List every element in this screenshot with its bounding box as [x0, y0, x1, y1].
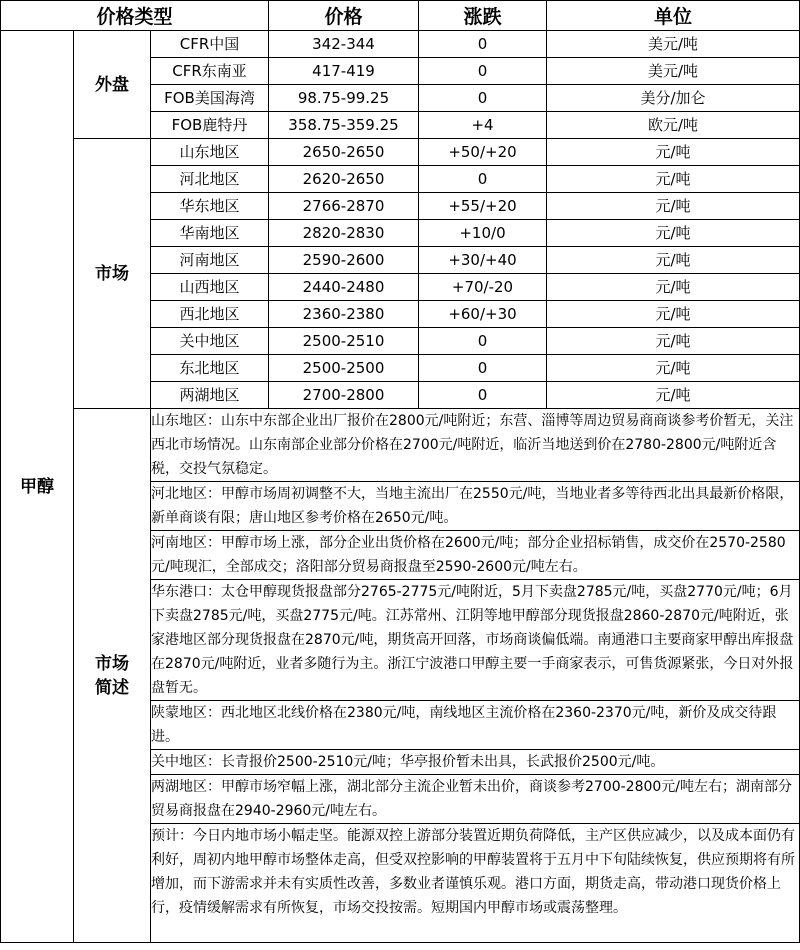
row-price: 2440-2480	[269, 274, 419, 301]
row-region: 华东地区	[151, 193, 269, 220]
row-unit: 元/吨	[547, 193, 800, 220]
group-summary-line1: 市场	[95, 653, 129, 674]
row-unit: 元/吨	[547, 139, 800, 166]
row-unit: 美元/吨	[547, 31, 800, 58]
row-change: 0	[419, 31, 547, 58]
row-region: CFR中国	[151, 31, 269, 58]
row-price: 2500-2500	[269, 355, 419, 382]
row-region: 东北地区	[151, 355, 269, 382]
row-region: 两湖地区	[151, 382, 269, 409]
row-change: 0	[419, 382, 547, 409]
row-price: 342-344	[269, 31, 419, 58]
row-price: 417-419	[269, 58, 419, 85]
row-region: 华南地区	[151, 220, 269, 247]
row-change: 0	[419, 85, 547, 112]
row-change: +4	[419, 112, 547, 139]
market-description: 华东港口：太仓甲醇现货报盘部分2765-2775元/吨附近，5月下卖盘2785元/吨，买盘2770元/吨；6月下卖盘2785元/吨，买盘2775元/吨。江苏常州、江阴等地甲醇部分现货报盘2860-2870元/吨附近，张家港地区部分现货报盘在2870元/吨，期货高开回落，市场商谈偏低端。南通港口主要商家甲醇出库报盘在2870元/吨附近，业者多随行为主。浙江宁波港口甲醇主要一手商家表示，可售货源紧张，今日对外报盘暂无。	[151, 580, 800, 701]
row-price: 2500-2510	[269, 328, 419, 355]
row-region: CFR东南亚	[151, 58, 269, 85]
row-change: +10/0	[419, 220, 547, 247]
row-region: 西北地区	[151, 301, 269, 328]
row-price: 2766-2870	[269, 193, 419, 220]
row-region: 山西地区	[151, 274, 269, 301]
market-description: 两湖地区：甲醇市场窄幅上涨，湖北部分主流企业暂未出价，商谈参考2700-2800元/吨左右；湖南部分贸易商报盘在2940-2960元/吨左右。	[151, 775, 800, 824]
row-region: FOB鹿特丹	[151, 112, 269, 139]
market-description: 关中地区：长青报价2500-2510元/吨；华亭报价暂未出具，长武报价2500元/吨。	[151, 750, 800, 775]
header-row	[1, 1, 800, 31]
row-unit: 元/吨	[547, 247, 800, 274]
row-unit: 欧元/吨	[547, 112, 800, 139]
market-description: 山东地区：山东中东部企业出厂报价在2800元/吨附近；东营、淄博等周边贸易商商谈参考价暂无，关注西北市场情况。山东南部企业部分价格在2700元/吨附近，临沂当地送到价在2780-2800元/吨附近含税，交投气氛稳定。	[151, 409, 800, 482]
row-price: 2360-2380	[269, 301, 419, 328]
group-outer: 外盘	[74, 31, 151, 139]
product-name: 甲醇	[1, 31, 74, 943]
row-region: 河南地区	[151, 247, 269, 274]
row-change: 0	[419, 328, 547, 355]
market-description: 陕蒙地区：西北地区北线价格在2380元/吨，南线地区主流价格在2360-2370元/吨，新价及成交待跟进。	[151, 701, 800, 750]
group-market: 市场	[74, 139, 151, 409]
row-change: +60/+30	[419, 301, 547, 328]
row-unit: 元/吨	[547, 166, 800, 193]
row-change: +50/+20	[419, 139, 547, 166]
row-region: 河北地区	[151, 166, 269, 193]
row-change: +30/+40	[419, 247, 547, 274]
group-summary	[74, 409, 151, 943]
row-unit: 元/吨	[547, 301, 800, 328]
row-price: 2820-2830	[269, 220, 419, 247]
row-change: +55/+20	[419, 193, 547, 220]
row-change: 0	[419, 166, 547, 193]
row-unit: 元/吨	[547, 328, 800, 355]
table-row	[1, 139, 800, 166]
market-description: 河北地区：甲醇市场周初调整不大，当地主流出厂在2550元/吨，当地业者多等待西北出具最新价格限，新单商谈有限；唐山地区参考价格在2650元/吨。	[151, 482, 800, 531]
row-region: 关中地区	[151, 328, 269, 355]
group-summary-line2: 简述	[95, 677, 129, 698]
header-unit: 单位	[547, 1, 800, 31]
row-region: FOB美国海湾	[151, 85, 269, 112]
row-change: 0	[419, 58, 547, 85]
row-unit: 元/吨	[547, 274, 800, 301]
table-row	[1, 409, 800, 482]
row-price: 98.75-99.25	[269, 85, 419, 112]
row-change: 0	[419, 355, 547, 382]
row-unit: 元/吨	[547, 382, 800, 409]
row-price: 2620-2650	[269, 166, 419, 193]
header-change: 涨跌	[419, 1, 547, 31]
row-unit: 元/吨	[547, 355, 800, 382]
row-change: +70/-20	[419, 274, 547, 301]
row-price: 2700-2800	[269, 382, 419, 409]
row-region: 山东地区	[151, 139, 269, 166]
row-price: 2590-2600	[269, 247, 419, 274]
row-unit: 美分/加仑	[547, 85, 800, 112]
market-description: 河南地区：甲醇市场上涨，部分企业出货价格在2600元/吨；部分企业招标销售，成交价在2570-2580元/吨现汇，全部成交；洛阳部分贸易商报盘至2590-2600元/吨左右。	[151, 531, 800, 580]
row-unit: 美元/吨	[547, 58, 800, 85]
row-unit: 元/吨	[547, 220, 800, 247]
header-price: 价格	[269, 1, 419, 31]
row-price: 2650-2650	[269, 139, 419, 166]
header-type: 价格类型	[1, 1, 269, 31]
market-forecast: 预计：今日内地市场小幅走坚。能源双控上游部分装置近期负荷降低，主产区供应减少，以及成本面仍有利好，周初内地甲醇市场整体走高，但受双控影响的甲醇装置将于五月中下旬陆续恢复，供应预期将有所增加，而下游需求并未有实质性改善，多数业者谨慎乐观。港口方面，期货走高，带动港口现货价格上行，疫情缓解需求有所恢复，市场交投按需。短期国内甲醇市场或震荡整理。	[151, 824, 800, 943]
row-price: 358.75-359.25	[269, 112, 419, 139]
table-row	[1, 31, 800, 58]
